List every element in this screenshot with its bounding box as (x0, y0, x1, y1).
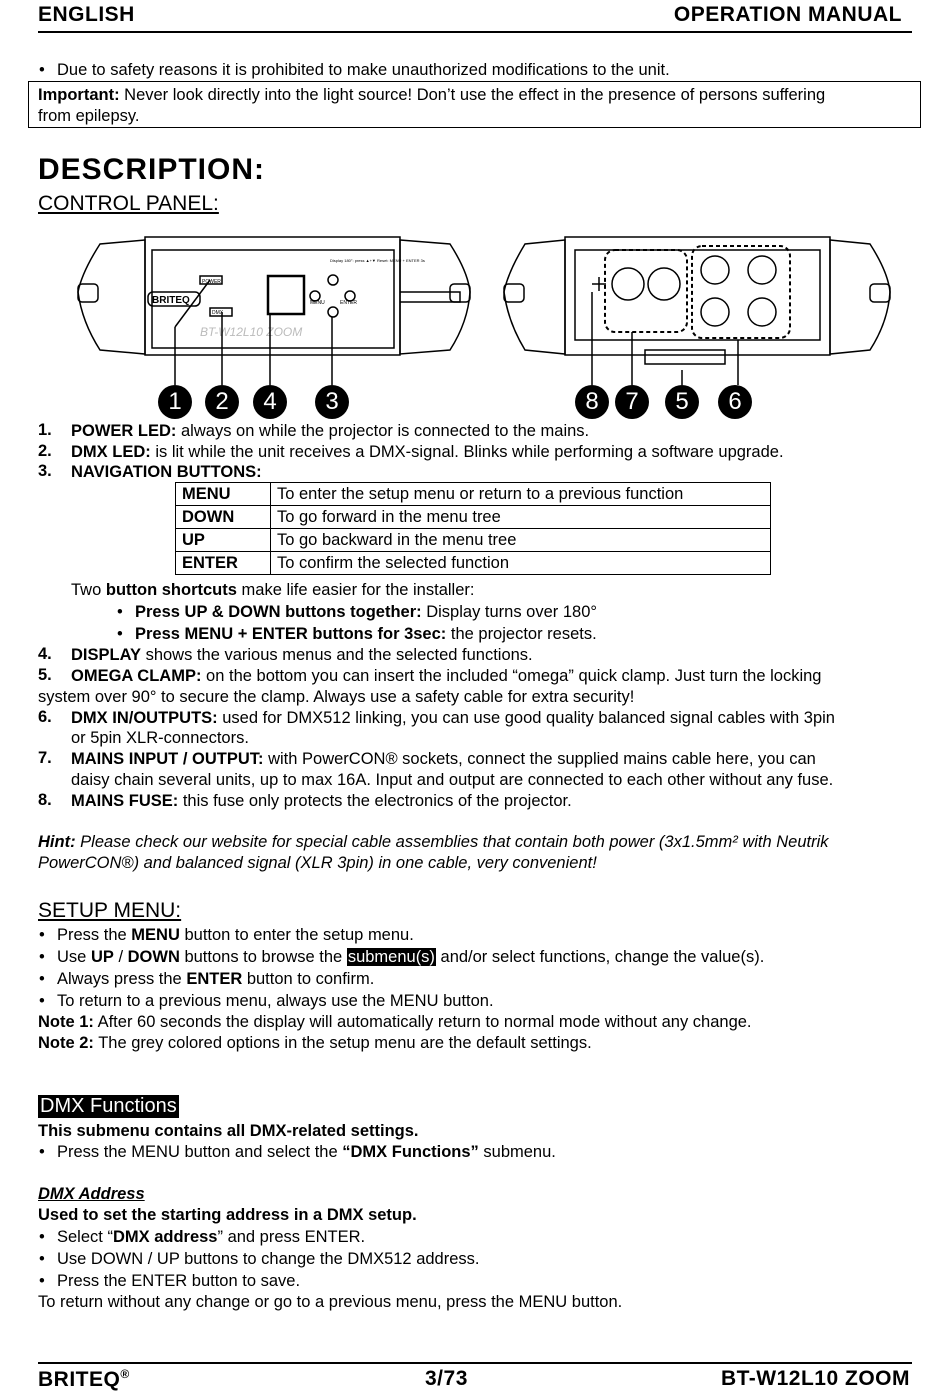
dmx-functions-title: DMX Functions (40, 1095, 177, 1117)
table-key: MENU (176, 483, 271, 506)
item-dmx-led: DMX LED: is lit while the unit receives a DMX-signal. Blinks while performing a software upgrade. (71, 443, 784, 461)
item-number: 4. (38, 645, 52, 663)
item-number: 6. (38, 708, 52, 726)
dmx-functions-sub: This submenu contains all DMX-related settings. (38, 1122, 419, 1140)
setup-note-2: Note 2: The grey colored options in the setup menu are the default settings. (38, 1034, 592, 1052)
callout-badge-4: 4 (253, 385, 287, 419)
header-title: OPERATION MANUAL (673, 3, 902, 26)
shortcuts-intro: Two button shortcuts make life easier for the installer: (71, 581, 475, 599)
diagram-brand: BRITEQ (152, 295, 190, 306)
item-navigation-buttons: NAVIGATION BUTTONS: (71, 463, 262, 481)
dmx-address-sub: Used to set the starting address in a DMX setup. (38, 1206, 417, 1224)
diagram-model: BT-W12L10 ZOOM (200, 325, 303, 339)
table-desc: To go forward in the menu tree (271, 506, 771, 529)
callout-badge-8: 8 (575, 385, 609, 419)
header-rule (38, 31, 912, 33)
dmx-address-bullet-1: • Select “DMX address” and press ENTER. (38, 1227, 365, 1248)
control-panel-title: CONTROL PANEL: (38, 192, 219, 215)
important-text-2: from epilepsy. (38, 107, 140, 125)
setup-bullet-1: • Press the MENU button to enter the setup menu. (38, 925, 414, 946)
setup-note-1: Note 1: After 60 seconds the display will automatically return to normal mode without any change. (38, 1013, 752, 1031)
item-number: 2. (38, 442, 52, 460)
navigation-table (175, 482, 771, 575)
dmx-address-bullet-3: • Press the ENTER button to save. (38, 1271, 300, 1292)
important-box (28, 81, 921, 128)
important-label: Important: (38, 86, 120, 104)
table-desc: To confirm the selected function (271, 552, 771, 575)
item-omega-clamp: OMEGA CLAMP: on the bottom you can insert the included “omega” quick clamp. Just turn the locking (71, 667, 822, 685)
dmx-address-title: DMX Address (38, 1185, 145, 1203)
item-power-led: POWER LED: always on while the projector is connected to the mains. (71, 422, 590, 440)
callout-badge-6: 6 (718, 385, 752, 419)
callout-badge-5: 5 (665, 385, 699, 419)
dmx-address-bullet-2: • Use DOWN / UP buttons to change the DMX512 address. (38, 1249, 479, 1270)
dmx-return-note: To return without any change or go to a previous menu, press the MENU button. (38, 1293, 623, 1311)
footer-brand: BRITEQ® (38, 1367, 130, 1391)
diagram-note: Display 180°: press ▲+▼ Reset: MENU + ENTER 3s (330, 258, 425, 263)
item-mains-io-cont: daisy chain several units, up to max 16A. Input and output are connected to each other without any fuse. (71, 771, 834, 789)
table-row (176, 552, 771, 575)
shortcut-2: • Press MENU + ENTER buttons for 3sec: the projector resets. (116, 624, 597, 645)
setup-bullet-3: • Always press the ENTER button to confirm. (38, 969, 374, 990)
header-language: ENGLISH (38, 3, 135, 26)
footer-page: 3/73 (425, 1367, 468, 1390)
callout-badge-3: 3 (315, 385, 349, 419)
table-desc: To go backward in the menu tree (271, 529, 771, 552)
table-key: ENTER (176, 552, 271, 575)
item-number: 1. (38, 421, 52, 439)
footer-model: BT-W12L10 ZOOM (720, 1367, 910, 1390)
item-number: 5. (38, 666, 52, 684)
callout-badge-7: 7 (615, 385, 649, 419)
diagram-menu-label: MENU (310, 300, 325, 306)
table-row (176, 506, 771, 529)
footer-rule (38, 1362, 912, 1364)
hint-line-2: PowerCON®) and balanced signal (XLR 3pin) in one cable, very convenient! (38, 854, 597, 872)
diagram-power-label: POWER (202, 279, 221, 285)
table-row (176, 483, 771, 506)
rear-panel-drawing (504, 237, 890, 364)
safety-bullet: • Due to safety reasons it is prohibited to make unauthorized modifications to the unit. (38, 60, 670, 81)
table-desc: To enter the setup menu or return to a previous function (271, 483, 771, 506)
diagram-enter-label: ENTER (340, 300, 357, 306)
callout-badge-2: 2 (205, 385, 239, 419)
item-number: 7. (38, 749, 52, 767)
setup-bullet-2: • Use UP / DOWN buttons to browse the submenu(s) and/or select functions, change the value(s). (38, 947, 764, 968)
table-key: DOWN (176, 506, 271, 529)
item-number: 8. (38, 791, 52, 809)
item-mains-fuse: MAINS FUSE: this fuse only protects the electronics of the projector. (71, 792, 572, 810)
setup-bullet-4: • To return to a previous menu, always use the MENU button. (38, 991, 494, 1012)
setup-menu-title: SETUP MENU: (38, 899, 182, 922)
important-text: Never look directly into the light source! Don’t use the effect in the presence of persons suffering (119, 86, 826, 104)
description-title: DESCRIPTION: (38, 153, 266, 186)
item-dmx-io-cont: or 5pin XLR-connectors. (71, 729, 249, 747)
item-mains-io: MAINS INPUT / OUTPUT: with PowerCON® sockets, connect the supplied mains cable here, you can (71, 750, 816, 768)
item-dmx-io: DMX IN/OUTPUTS: used for DMX512 linking, you can use good quality balanced signal cables with 3pin (71, 709, 835, 727)
table-key: UP (176, 529, 271, 552)
table-row (176, 529, 771, 552)
item-display: DISPLAY shows the various menus and the selected functions. (71, 646, 533, 664)
dmx-bullet-1: • Press the MENU button and select the “DMX Functions” submenu. (38, 1142, 556, 1163)
shortcut-1: • Press UP & DOWN buttons together: Display turns over 180° (116, 602, 597, 623)
item-omega-clamp-cont: system over 90° to secure the clamp. Always use a safety cable for extra security! (38, 688, 635, 706)
item-number: 3. (38, 462, 52, 480)
callout-badge-1: 1 (158, 385, 192, 419)
diagram-dmx-label: DMX (212, 310, 224, 316)
hint-line-1: Hint: Please check our website for special cable assemblies that contain both power (3x1.5mm² with Neutrik (38, 833, 829, 851)
